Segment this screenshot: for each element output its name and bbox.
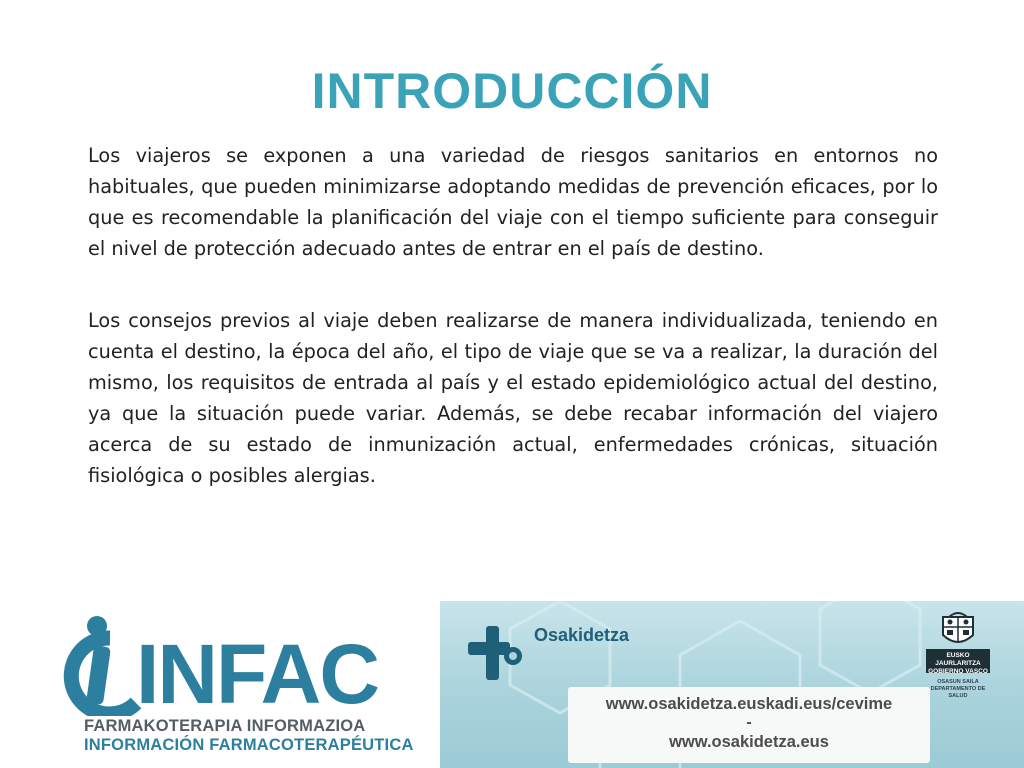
dept-label-basque: OSASUN SAILA bbox=[937, 679, 979, 685]
gov-label-spanish: GOBIERNO VASCO bbox=[928, 668, 988, 675]
paragraph-2: Los consejos previos al viaje deben realizarse de manera individualizada, teniendo en cuenta el destino, la época del año, el tipo de viaje que se va a realizar, la duración del mismo, los requisitos de entrada al país y el estado epidemiológico actual del destino, ya que la situación puede variar. Además, se debe recabar información del viajero acerca de su estado de inmunización actual, enfermedades crónicas, situación fisiológica o posibles alergias. bbox=[88, 309, 938, 487]
cevime-url-link[interactable]: www.osakidetza.euskadi.eus/cevime bbox=[605, 695, 893, 713]
infac-subtitle-spanish: INFORMACIÓN FARMACOTERAPÉUTICA bbox=[84, 736, 414, 754]
osakidetza-cross-icon bbox=[466, 622, 528, 684]
osakidetza-name: Osakidetza bbox=[534, 625, 630, 645]
url-box bbox=[568, 687, 930, 763]
osakidetza-url-link[interactable]: www.osakidetza.eus bbox=[669, 733, 829, 751]
infac-logo-text: INFAC bbox=[136, 627, 378, 716]
body-text bbox=[88, 140, 938, 532]
infac-i-logo-icon bbox=[40, 608, 380, 716]
dept-label-spanish: DEPARTAMENTO DE SALUD bbox=[930, 686, 986, 699]
basque-government-label bbox=[926, 649, 990, 673]
basque-government-emblem-icon bbox=[935, 611, 981, 649]
health-department-label bbox=[922, 679, 994, 700]
infac-subtitle-basque: FARMAKOTERAPIA INFORMAZIOA bbox=[84, 717, 366, 735]
slide-title: INTRODUCCIÓN bbox=[311, 63, 713, 119]
gov-label-basque: EUSKO JAURLARITZA bbox=[935, 652, 981, 667]
paragraph-1: Los viajeros se exponen a una variedad de riesgos sanitarios en entornos no habituales, que pueden minimizarse adoptando medidas de prevención eficaces, por lo que es recomendable la planificación del viaje con el tiempo suficiente para conseguir el nivel de protección adecuado antes de entrar en el país de destino. bbox=[88, 144, 938, 260]
url-separator: - bbox=[746, 714, 752, 731]
osakidetza-banner bbox=[440, 601, 1024, 768]
